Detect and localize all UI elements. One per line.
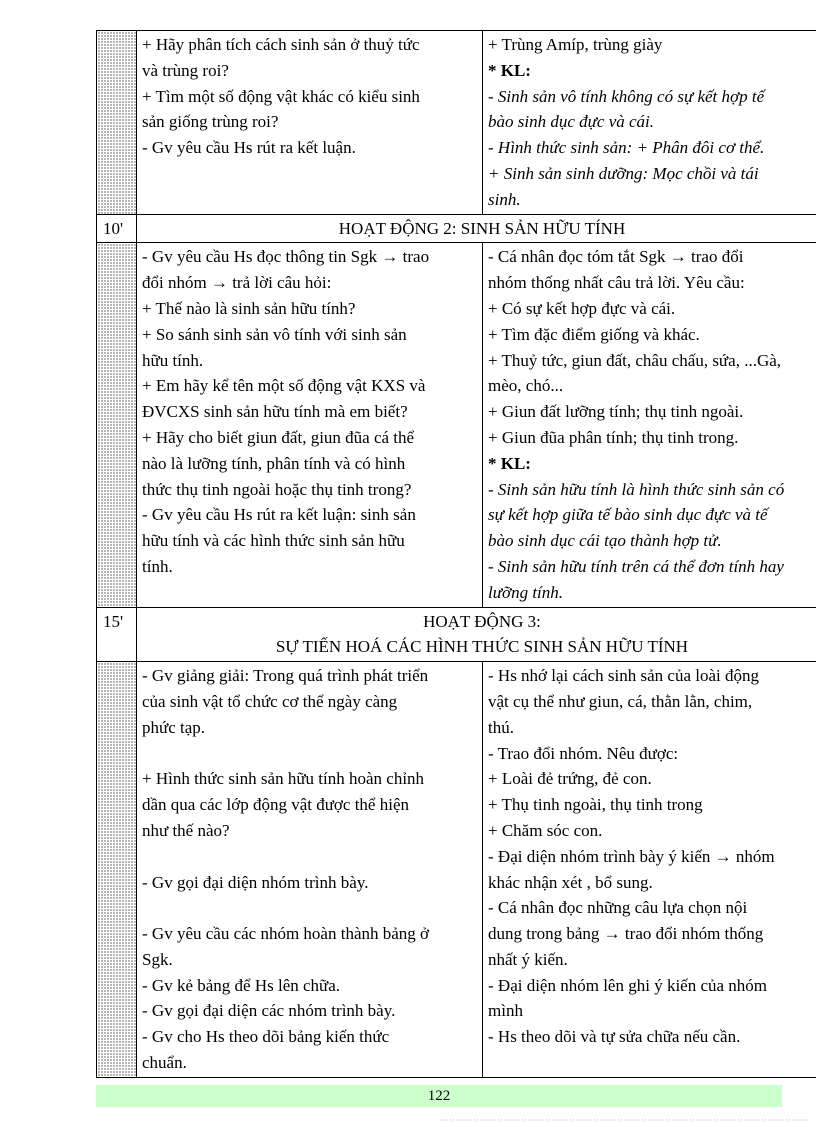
text-line: + Hình thức sinh sản hữu tính hoàn chỉnh [142, 769, 425, 789]
text-line: + Tìm một số động vật khác có kiểu sinh [142, 86, 420, 106]
text-line: sinh. [488, 189, 521, 209]
text-line: mình [488, 1001, 523, 1021]
text-line: thú. [488, 717, 514, 737]
student-activity-cell [483, 662, 816, 1078]
text-line: HOẠT ĐỘNG 2: SINH SẢN HỮU TÍNH [338, 218, 626, 238]
time-cell [97, 31, 137, 215]
text-line: + Thụ tinh ngoài, thụ tinh trong [488, 795, 703, 815]
activity-title [137, 214, 816, 243]
text-line: nhất ý kiến. [488, 949, 568, 969]
time-cell [97, 662, 137, 1078]
text-line: - Gv gọi đại diện nhóm trình bày. [142, 872, 369, 892]
page-footer [96, 1085, 782, 1107]
table-row [97, 31, 816, 215]
text-line: + So sánh sinh sản vô tính với sinh sản [142, 324, 407, 344]
page-number: 122 [427, 1088, 451, 1104]
text-line: + Giun đũa phân tính; thụ tinh trong. [488, 427, 739, 447]
table-row [97, 243, 816, 607]
lesson-table [96, 30, 816, 1078]
student-activity-cell [483, 243, 816, 607]
text-line: sự kết hợp giữa tế bào sinh dục đực và tế [488, 505, 768, 525]
text-line: + Trùng Amíp, trùng giày [488, 35, 663, 54]
text-line: - Trao đổi nhóm. Nêu được: [488, 743, 679, 763]
text-line: đổi nhóm → trả lời câu hỏi: [142, 273, 332, 293]
text-line: lưỡng tính. [488, 582, 564, 602]
text-line: bào sinh dục đực và cái. [488, 112, 655, 132]
text-line [142, 741, 478, 767]
text-line: - Hs nhớ lại cách sinh sản của loài động [488, 666, 760, 686]
teacher-activity-cell [137, 662, 483, 1078]
text-line: hữu tính. [142, 350, 204, 370]
text-line: dần qua các lớp động vật được thể hiện [142, 795, 409, 815]
text-line: SỰ TIẾN HOÁ CÁC HÌNH THỨC SINH SẢN HỮU TÍNH [275, 637, 689, 657]
text-line: + Chăm sóc con. [488, 820, 603, 840]
activity-title [137, 607, 816, 662]
text-line: + Thuỷ tức, giun đất, châu chấu, sứa, ...Gà, [488, 350, 782, 370]
text-line: - Sinh sản hữu tính là hình thức sinh sản có [488, 479, 785, 499]
text-line: hữu tính và các hình thức sinh sản hữu [142, 531, 405, 551]
text-line [142, 844, 478, 870]
text-line: - Gv yêu cầu các nhóm hoàn thành bảng ở [142, 924, 430, 944]
text-line: + Có sự kết hợp đực và cái. [488, 298, 676, 318]
text-line [142, 895, 478, 921]
text-line: - Sinh sản hữu tính trên cá thể đơn tính hay [488, 556, 784, 576]
text-line: + Thế nào là sinh sản hữu tính? [142, 298, 356, 318]
text-line: - Gv kẻ bảng để Hs lên chữa. [142, 975, 341, 995]
teacher-activity-cell [137, 31, 483, 215]
text-line: sản giống trùng roi? [142, 112, 279, 132]
text-line: vật cụ thể như giun, cá, thằn lằn, chim, [488, 691, 753, 711]
text-line: - Sinh sản vô tính không có sự kết hợp tế [488, 86, 765, 106]
text-line: + Sinh sản sinh dưỡng: Mọc chồi và tái [488, 163, 759, 183]
text-line: và trùng roi? [142, 60, 229, 80]
text-line: - Đại diện nhóm trình bày ý kiến → nhóm [488, 846, 775, 866]
text-line: - Hình thức sinh sản: + Phân đôi cơ thể. [488, 138, 765, 158]
time-cell [97, 243, 137, 607]
table-row [97, 662, 816, 1078]
text-line: * KL: [488, 453, 531, 473]
text-line: dung trong bảng → trao đổi nhóm thống [488, 924, 764, 944]
text-line: như thế nào? [142, 820, 230, 840]
text-line: + Tìm đặc điểm giống và khác. [488, 324, 700, 344]
text-line: ĐVCXS sinh sản hữu tính mà em biết? [142, 402, 408, 422]
text-line: - Cá nhân đọc tóm tắt Sgk → trao đổi [488, 247, 744, 267]
text-line: - Gv cho Hs theo dõi bảng kiến thức [142, 1027, 390, 1047]
text-line: bào sinh dục cái tạo thành hợp tử. [488, 531, 722, 551]
activity-time: 15' [97, 607, 137, 662]
text-line: - Gv yêu cầu Hs rút ra kết luận: sinh sản [142, 505, 416, 525]
text-line: + Giun đất lưỡng tính; thụ tinh ngoài. [488, 402, 744, 422]
text-line: + Hãy cho biết giun đất, giun đũa cá thể [142, 427, 415, 447]
text-line: thức thụ tinh ngoài hoặc thụ tinh trong? [142, 479, 412, 499]
student-activity-cell [483, 31, 816, 215]
text-line: mèo, chó... [488, 376, 564, 396]
text-line: phức tạp. [142, 717, 206, 737]
text-line: nào là lưỡng tính, phân tính và có hình [142, 453, 406, 473]
teacher-activity-cell [137, 243, 483, 607]
activity-header-row [97, 607, 816, 662]
text-line: + Hãy phân tích cách sinh sản ở thuỷ tức [142, 35, 420, 54]
text-line: khác nhận xét , bổ sung. [488, 872, 653, 892]
text-line: tính. [142, 556, 173, 576]
text-line: - Hs theo dõi và tự sửa chữa nếu cần. [488, 1027, 741, 1047]
text-line: - Gv gọi đại diện các nhóm trình bày. [142, 1001, 396, 1021]
text-line: * KL: [488, 60, 531, 80]
text-line: HOẠT ĐỘNG 3: [423, 611, 541, 631]
activity-time: 10' [97, 214, 137, 243]
text-line: + Em hãy kể tên một số động vật KXS và [142, 376, 426, 396]
footer-dotted-rule [440, 1118, 810, 1122]
text-line: + Loài đẻ trứng, đẻ con. [488, 769, 652, 789]
text-line: - Đại diện nhóm lên ghi ý kiến của nhóm [488, 975, 768, 995]
text-line: của sinh vật tổ chức cơ thể ngày càng [142, 691, 398, 711]
activity-header-row [97, 214, 816, 243]
text-line: - Gv giảng giải: Trong quá trình phát triển [142, 666, 429, 686]
text-line: - Cá nhân đọc những câu lựa chọn nội [488, 898, 748, 918]
text-line: - Gv yêu cầu Hs rút ra kết luận. [142, 138, 356, 158]
text-line: Sgk. [142, 949, 173, 969]
text-line: - Gv yêu cầu Hs đọc thông tin Sgk → trao [142, 247, 430, 267]
text-line: chuẩn. [142, 1053, 187, 1073]
text-line: nhóm thống nhất câu trả lời. Yêu cầu: [488, 273, 745, 293]
